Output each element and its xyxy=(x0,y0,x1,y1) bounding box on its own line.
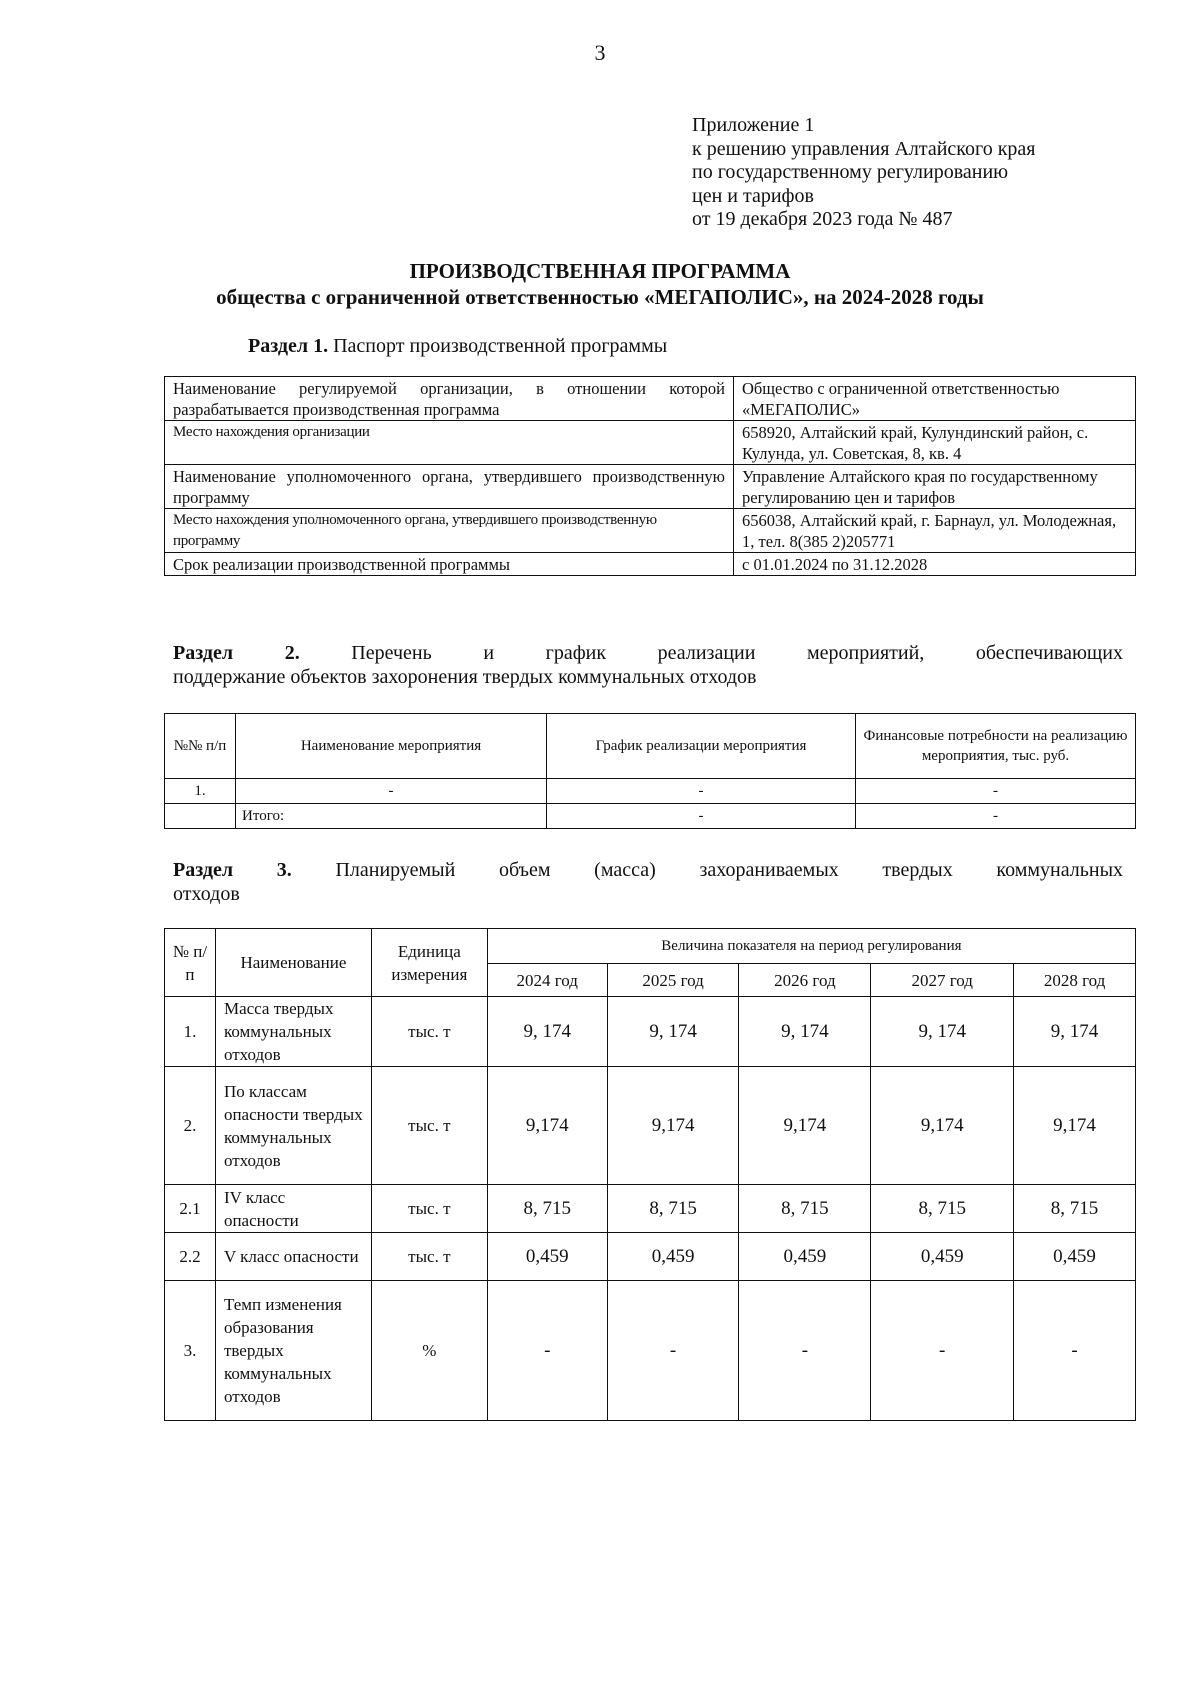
cell-schedule: - xyxy=(547,779,856,804)
passport-cell-value: Общество с ограниченной ответственностью «МЕГАПОЛИС» xyxy=(734,377,1136,421)
cell-value: 9, 174 xyxy=(607,997,739,1067)
header-num: № п/п xyxy=(165,929,216,997)
header-num: №№ п/п xyxy=(165,714,236,779)
cell-value: 0,459 xyxy=(487,1233,607,1281)
header-period: Величина показателя на период регулирования xyxy=(487,929,1135,964)
cell-value: 9, 174 xyxy=(1014,997,1136,1067)
passport-cell-value: с 01.01.2024 по 31.12.2028 xyxy=(734,553,1136,576)
header-schedule: График реализации мероприятия xyxy=(547,714,856,779)
passport-table xyxy=(164,376,1136,576)
passport-cell-name: Срок реализации производственной программы xyxy=(165,553,734,576)
passport-cell-value: Управление Алтайского края по государственному регулированию цен и тарифов xyxy=(734,465,1136,509)
cell-value: 8, 715 xyxy=(1014,1185,1136,1233)
cell-unit: тыс. т xyxy=(371,1067,487,1185)
volume-table xyxy=(164,928,1136,1421)
section3-text-line2: отходов xyxy=(173,883,240,905)
cell-name: Масса твердых коммунальных отходов xyxy=(215,997,371,1067)
cell-value: 9,174 xyxy=(607,1067,739,1185)
cell-num: 2. xyxy=(165,1067,216,1185)
document-title xyxy=(0,258,1200,310)
passport-cell-name: Место нахождения уполномоченного органа, утвердившего производственную программу xyxy=(165,509,734,553)
cell-value: 8, 715 xyxy=(871,1185,1014,1233)
section2-heading xyxy=(173,641,1123,689)
table-row xyxy=(165,779,1136,804)
total-label: Итого: xyxy=(236,804,547,829)
cell-num: 1. xyxy=(165,997,216,1067)
cell-unit: тыс. т xyxy=(371,997,487,1067)
measures-table xyxy=(164,713,1136,829)
appendix-line: от 19 декабря 2023 года № 487 xyxy=(692,208,953,230)
cell-value: 9,174 xyxy=(487,1067,607,1185)
table-row xyxy=(165,1281,1136,1421)
section3-label: Раздел 3. xyxy=(173,859,292,881)
table-row xyxy=(165,1067,1136,1185)
passport-cell-name: Наименование уполномоченного органа, утвердившего производственную программу xyxy=(165,465,734,509)
document-title-line2: общества с ограниченной ответственностью «МЕГАПОЛИС», на 2024-2028 годы xyxy=(216,285,984,309)
cell-measure-name: - xyxy=(236,779,547,804)
cell-unit: тыс. т xyxy=(371,1185,487,1233)
header-finance: Финансовые потребности на реализацию мероприятия, тыс. руб. xyxy=(856,714,1136,779)
cell-num: 3. xyxy=(165,1281,216,1421)
section2-text-line2: поддержание объектов захоронения твердых коммунальных отходов xyxy=(173,666,757,688)
header-measure-name: Наименование мероприятия xyxy=(236,714,547,779)
cell-value: 8, 715 xyxy=(739,1185,871,1233)
appendix-line: цен и тарифов xyxy=(692,184,814,207)
section3-text-line1: Планируемый объем (масса) захораниваемых твердых коммунальных xyxy=(335,859,1124,881)
cell-value: - xyxy=(871,1281,1014,1421)
cell-value: 9, 174 xyxy=(487,997,607,1067)
cell-value: 9,174 xyxy=(871,1067,1014,1185)
cell-value: 9, 174 xyxy=(739,997,871,1067)
header-year: 2026 год xyxy=(739,964,871,997)
table-row xyxy=(165,1233,1136,1281)
cell-value: - xyxy=(607,1281,739,1421)
section1-text: Паспорт производственной программы xyxy=(333,335,668,357)
cell-value: - xyxy=(739,1281,871,1421)
passport-cell-name: Место нахождения организации xyxy=(165,421,734,465)
appendix-block xyxy=(692,114,1036,232)
section1-label: Раздел 1. xyxy=(248,335,329,357)
section2-heading-line1 xyxy=(173,641,1123,665)
appendix-line: к решению управления Алтайского края xyxy=(692,137,1036,160)
cell-value: 8, 715 xyxy=(487,1185,607,1233)
table-row xyxy=(165,465,1136,509)
section2-text-line1: Перечень и график реализации мероприятий, обеспечивающих xyxy=(351,642,1124,664)
table-row xyxy=(165,421,1136,465)
section3-heading-line1 xyxy=(173,858,1123,882)
cell-value: 9,174 xyxy=(739,1067,871,1185)
table-total-row xyxy=(165,804,1136,829)
cell-value: 0,459 xyxy=(607,1233,739,1281)
cell-name: V класс опасности xyxy=(215,1233,371,1281)
table-header-row xyxy=(165,929,1136,964)
cell-value: 0,459 xyxy=(739,1233,871,1281)
document-title-line1: ПРОИЗВОДСТВЕННАЯ ПРОГРАММА xyxy=(409,259,791,283)
header-unit: Единица измерения xyxy=(371,929,487,997)
cell-value: - xyxy=(487,1281,607,1421)
header-year: 2027 год xyxy=(871,964,1014,997)
cell-value: 0,459 xyxy=(871,1233,1014,1281)
total-schedule: - xyxy=(547,804,856,829)
cell-name: По классам опасности твердых коммунальных отходов xyxy=(215,1067,371,1185)
page-number: 3 xyxy=(594,40,606,65)
total-finance: - xyxy=(856,804,1136,829)
table-row xyxy=(165,1185,1136,1233)
table-row xyxy=(165,997,1136,1067)
cell-name: IV класс опасности xyxy=(215,1185,371,1233)
passport-cell-name: Наименование регулируемой организации, в отношении которой разрабатывается производственная программа xyxy=(165,377,734,421)
section2-label: Раздел 2. xyxy=(173,642,300,664)
header-year: 2024 год xyxy=(487,964,607,997)
section3-heading xyxy=(173,858,1123,906)
cell-empty xyxy=(165,804,236,829)
cell-value: 8, 715 xyxy=(607,1185,739,1233)
table-header-row xyxy=(165,714,1136,779)
cell-value: 9,174 xyxy=(1014,1067,1136,1185)
header-year: 2025 год xyxy=(607,964,739,997)
passport-cell-value: 656038, Алтайский край, г. Барнаул, ул. Молодежная, 1, тел. 8(385 2)205771 xyxy=(734,509,1136,553)
header-year: 2028 год xyxy=(1014,964,1136,997)
cell-value: - xyxy=(1014,1281,1136,1421)
cell-unit: тыс. т xyxy=(371,1233,487,1281)
header-name: Наименование xyxy=(215,929,371,997)
cell-unit: % xyxy=(371,1281,487,1421)
table-row xyxy=(165,377,1136,421)
table-row xyxy=(165,509,1136,553)
cell-num: 2.2 xyxy=(165,1233,216,1281)
passport-cell-value: 658920, Алтайский край, Кулундинский район, с. Кулунда, ул. Советская, 8, кв. 4 xyxy=(734,421,1136,465)
appendix-line: Приложение 1 xyxy=(692,114,815,136)
cell-value: 9, 174 xyxy=(871,997,1014,1067)
cell-num: 2.1 xyxy=(165,1185,216,1233)
cell-finance: - xyxy=(856,779,1136,804)
appendix-line: по государственному регулированию xyxy=(692,161,1009,183)
cell-name: Темп изменения образования твердых коммунальных отходов xyxy=(215,1281,371,1421)
cell-num: 1. xyxy=(165,779,236,804)
table-row xyxy=(165,553,1136,576)
cell-value: 0,459 xyxy=(1014,1233,1136,1281)
section1-heading xyxy=(248,334,667,358)
